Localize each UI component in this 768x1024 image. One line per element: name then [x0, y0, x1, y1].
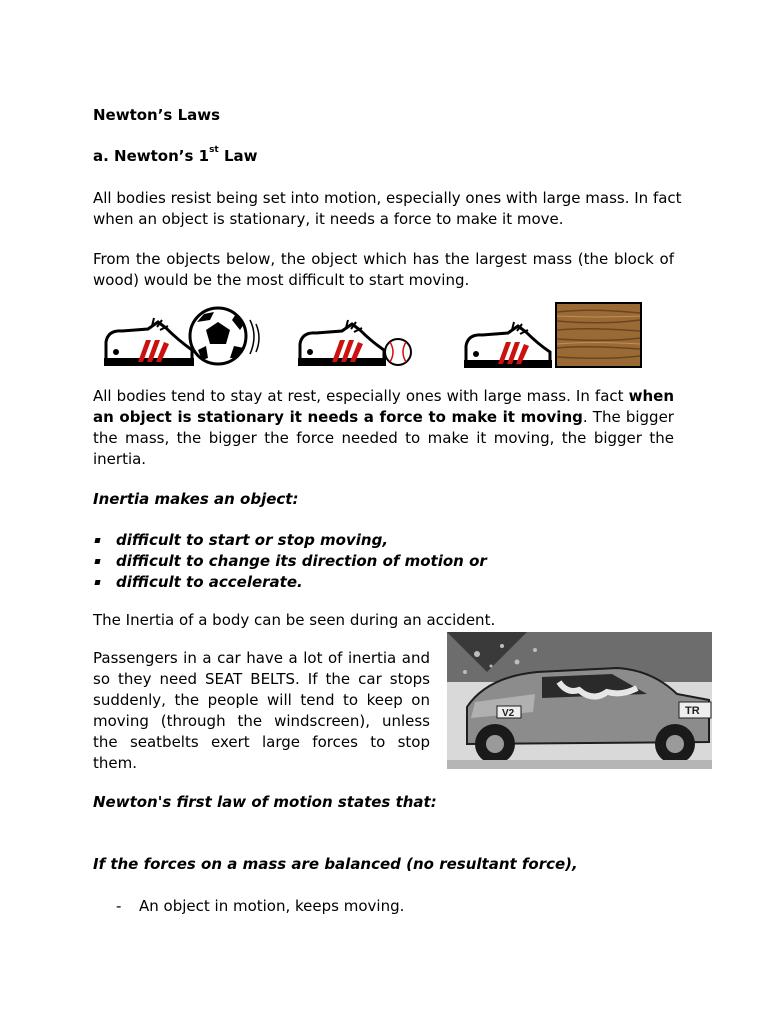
plate-left-text: V2 — [502, 708, 515, 719]
paragraph-accident: The Inertia of a body can be seen during an accident. — [93, 611, 496, 629]
balanced-forces-line: If the forces on a mass are balanced (no resultant force), — [93, 855, 578, 873]
shoe-kicking-football-image — [100, 300, 265, 372]
shoe-icon — [464, 322, 552, 368]
paragraph-largest-mass: From the objects below, the object which has the largest mass (the block of wood) would be the most difficult to start moving. — [93, 250, 674, 289]
dash-list-item — [116, 896, 404, 917]
plate-right-text: TR — [685, 705, 700, 717]
section-heading — [93, 146, 258, 167]
baseball-icon — [385, 339, 411, 365]
section-heading-suffix: Law — [218, 147, 258, 165]
bullet-icon — [94, 559, 100, 564]
section-heading-sup: st — [209, 145, 219, 155]
bullet-icon — [94, 538, 100, 543]
inertia-heading: Inertia makes an object: — [93, 490, 299, 508]
paragraph-seat-belts: Passengers in a car have a lot of inertia and so they need SEAT BELTS. If the car stops suddenly, the people will tend to keep on moving (through the windscreen), unless the seatbelts exert large forces to stop them. — [93, 649, 430, 772]
shoe-kicking-baseball-image — [296, 316, 416, 372]
shoe-icon — [104, 318, 194, 366]
list-item — [93, 530, 693, 551]
document-title: Newton’s Laws — [93, 106, 221, 124]
car-crash-photo — [447, 632, 712, 769]
shoe-icon — [298, 320, 386, 366]
bullet-icon — [94, 580, 100, 585]
list-item-text: difficult to start or stop moving, — [116, 531, 389, 549]
list-item-text: difficult to change its direction of motion or — [116, 552, 487, 570]
first-law-heading: Newton's first law of motion states that: — [93, 793, 437, 811]
shoe-kicking-wood-block-image — [462, 302, 644, 372]
football-icon — [190, 308, 259, 364]
dash-icon: - — [116, 897, 122, 915]
paragraph-stay-at-rest-bold: when an object is stationary it needs a force to make it moving — [93, 387, 674, 426]
wood-block-icon — [556, 303, 641, 367]
paragraph-stay-at-rest — [93, 386, 674, 470]
list-item — [93, 572, 693, 593]
paragraph-resist-motion: All bodies resist being set into motion, especially ones with large mass. In fact when an object is stationary, it needs a force to make it move. — [93, 189, 682, 228]
list-item-text: difficult to accelerate. — [116, 573, 303, 591]
paragraph-stay-at-rest-start: All bodies tend to stay at rest, especially ones with large mass. In fact — [93, 387, 629, 405]
section-heading-text: a. Newton’s 1 — [93, 147, 210, 165]
dash-list-item-text: An object in motion, keeps moving. — [139, 897, 405, 915]
inertia-list — [93, 530, 693, 593]
list-item — [93, 551, 693, 572]
paragraph-stay-at-rest-end: . The bigger the mass, the bigger the force needed to make it moving, the bigger the inertia. — [93, 408, 674, 468]
